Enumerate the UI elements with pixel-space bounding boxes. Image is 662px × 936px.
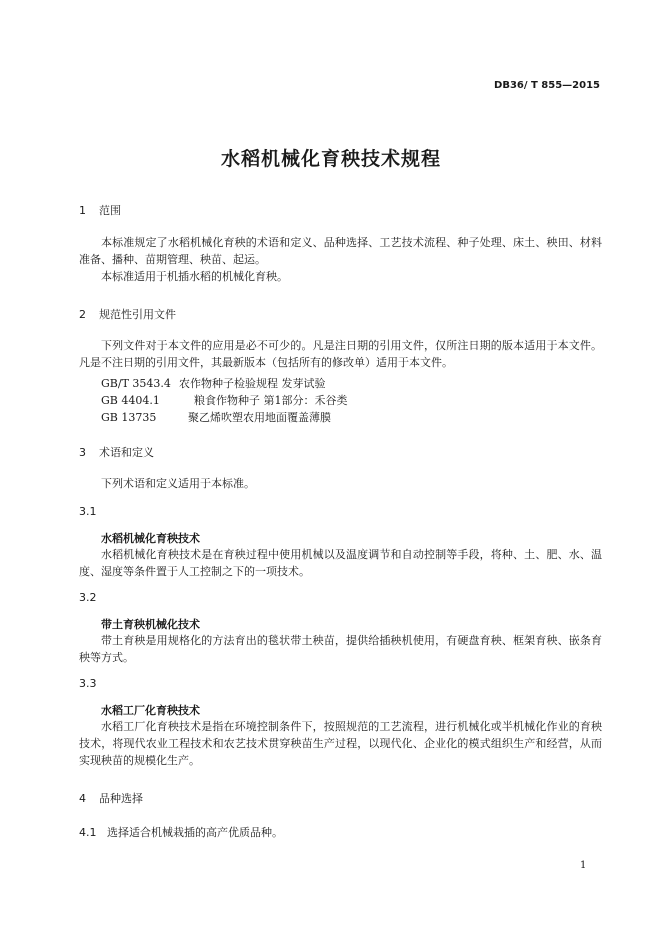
section-title: 术语和定义 (99, 446, 154, 459)
term-definition: 水稻工厂化育秧技术是指在环境控制条件下，按照规范的工艺流程，进行机械化或半机械化作业的育秧技术，将现代农业工程技术和农艺技术贯穿秧苗生产过程，以现代化、企业化的模式组织生产和经营，从而实现秧苗的规模化生产。 (79, 720, 602, 767)
section-3-heading (79, 444, 154, 460)
section-number: 3 (79, 446, 86, 459)
paragraph: 下列文件对于本文件的应用是必不可少的。凡是注日期的引用文件，仅所注日期的版本适用于本文件。凡是不注日期的引用文件，其最新版本（包括所有的修改单）适用于本文件。 (79, 339, 602, 369)
reference-item (101, 392, 348, 408)
paragraph: 本标准规定了水稻机械化育秧的术语和定义、品种选择、工艺技术流程、种子处理、床土、秧田、材料准备、播种、苗期管理、秧苗、起运。 (79, 236, 602, 266)
clause-number: 4.1 (79, 826, 97, 839)
term-number: 3.3 (79, 677, 97, 690)
standard-number: DB36/ T 855—2015 (494, 80, 600, 91)
term-definition: 带土育秧是用规格化的方法育出的毯状带土秧苗，提供给插秧机使用，有硬盘育秧、框架育秧、嵌条育秧等方式。 (79, 634, 602, 664)
section-2-heading (79, 306, 176, 322)
term-title: 带土育秧机械化技术 (101, 618, 200, 631)
reference-item (101, 375, 326, 391)
term-number: 3.2 (79, 591, 97, 604)
reference-name: 聚乙烯吹塑农用地面覆盖薄膜 (188, 411, 331, 424)
reference-code: GB 4404.1 (101, 394, 160, 407)
term-definition: 水稻机械化育秧技术是在育秧过程中使用机械以及温度调节和自动控制等手段，将种、土、肥、水、温度、湿度等条件置于人工控制之下的一项技术。 (79, 548, 602, 578)
section-number: 1 (79, 204, 86, 217)
section-title: 范围 (99, 204, 121, 217)
reference-code: GB/T 3543.4 (101, 377, 171, 390)
section-title: 品种选择 (99, 792, 143, 805)
reference-name: 农作物种子检验规程 发芽试验 (179, 377, 326, 390)
clause-text: 选择适合机械栽插的高产优质品种。 (107, 826, 283, 839)
reference-name: 粮食作物种子 第1部分：禾谷类 (194, 394, 348, 407)
paragraph: 下列术语和定义适用于本标准。 (101, 477, 255, 490)
page-number: 1 (580, 860, 587, 871)
section-number: 4 (79, 792, 86, 805)
reference-item (101, 409, 331, 425)
reference-code: GB 13735 (101, 411, 157, 424)
term-title: 水稻工厂化育秧技术 (101, 704, 200, 717)
section-1-heading (79, 202, 121, 218)
term-number: 3.1 (79, 505, 97, 518)
section-title: 规范性引用文件 (99, 308, 176, 321)
document-title: 水稻机械化育秧技术规程 (220, 148, 441, 170)
term-title: 水稻机械化育秧技术 (101, 532, 200, 545)
section-4-heading (79, 790, 143, 806)
section-number: 2 (79, 308, 86, 321)
paragraph: 本标准适用于机插水稻的机械化育秧。 (101, 270, 288, 283)
clause-4-1 (79, 824, 283, 840)
